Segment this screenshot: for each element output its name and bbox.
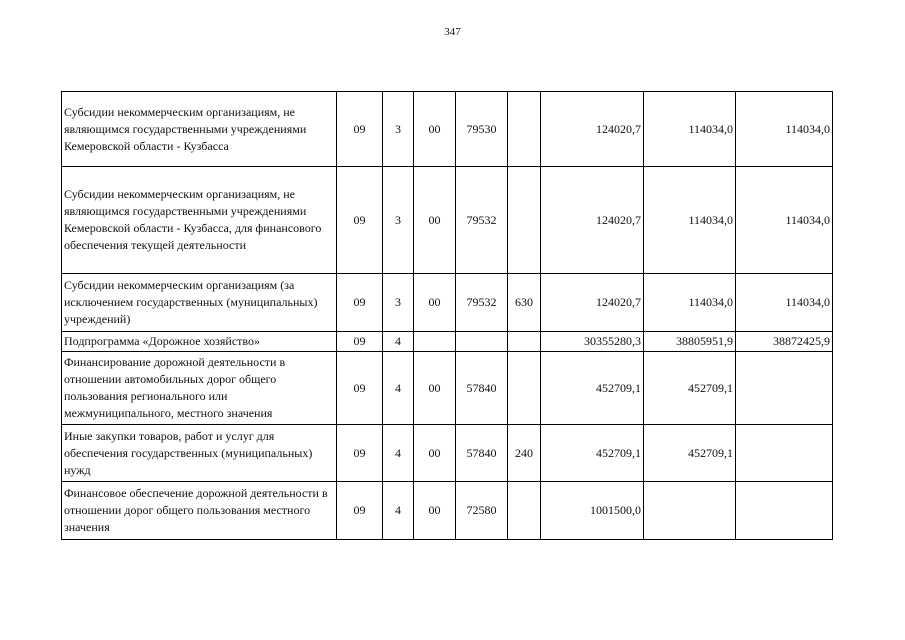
amount-year-3 (736, 425, 833, 482)
subprogram-code: 00 (414, 352, 456, 425)
direction-code: 72580 (456, 482, 508, 540)
direction-code: 57840 (456, 352, 508, 425)
amount-year-1: 124020,7 (541, 274, 644, 332)
expense-type-code: 630 (508, 274, 541, 332)
expense-type-code (508, 352, 541, 425)
section-code: 09 (337, 482, 383, 540)
amount-year-2: 452709,1 (644, 352, 736, 425)
table-row (62, 274, 833, 332)
expense-type-code (508, 92, 541, 167)
amount-year-3 (736, 352, 833, 425)
table-row (62, 482, 833, 540)
row-name: Иные закупки товаров, работ и услуг для обеспечения государственных (муниципальных) нужд (62, 425, 337, 482)
direction-code: 79532 (456, 167, 508, 274)
subprogram-code: 00 (414, 167, 456, 274)
subprogram-code: 00 (414, 92, 456, 167)
program-code: 3 (383, 92, 414, 167)
amount-year-3: 114034,0 (736, 274, 833, 332)
amount-year-2: 114034,0 (644, 92, 736, 167)
subprogram-code: 00 (414, 425, 456, 482)
amount-year-1: 1001500,0 (541, 482, 644, 540)
amount-year-3 (736, 482, 833, 540)
expense-type-code (508, 482, 541, 540)
direction-code: 79530 (456, 92, 508, 167)
table-row (62, 425, 833, 482)
amount-year-2 (644, 482, 736, 540)
direction-code: 79532 (456, 274, 508, 332)
amount-year-1: 124020,7 (541, 92, 644, 167)
expense-type-code (508, 167, 541, 274)
section-code: 09 (337, 425, 383, 482)
program-code: 4 (383, 482, 414, 540)
expense-type-code (508, 332, 541, 352)
table-row (62, 352, 833, 425)
subprogram-code: 00 (414, 482, 456, 540)
direction-code (456, 332, 508, 352)
amount-year-1: 30355280,3 (541, 332, 644, 352)
amount-year-3: 114034,0 (736, 92, 833, 167)
section-code: 09 (337, 92, 383, 167)
program-code: 4 (383, 425, 414, 482)
program-code: 4 (383, 332, 414, 352)
section-code: 09 (337, 167, 383, 274)
table-row (62, 332, 833, 352)
direction-code: 57840 (456, 425, 508, 482)
row-name: Субсидии некоммерческим организациям, не являющимся государственными учреждениями Кемеровской области - Кузбасса (62, 92, 337, 167)
subprogram-code (414, 332, 456, 352)
subprogram-code: 00 (414, 274, 456, 332)
section-code: 09 (337, 332, 383, 352)
section-code: 09 (337, 274, 383, 332)
amount-year-1: 124020,7 (541, 167, 644, 274)
table-row (62, 167, 833, 274)
program-code: 3 (383, 274, 414, 332)
amount-year-3: 114034,0 (736, 167, 833, 274)
amount-year-2: 452709,1 (644, 425, 736, 482)
amount-year-1: 452709,1 (541, 352, 644, 425)
row-name: Финансирование дорожной деятельности в отношении автомобильных дорог общего пользования регионального или межмуниципального, местного значения (62, 352, 337, 425)
row-name: Субсидии некоммерческим организациям, не являющимся государственными учреждениями Кемеровской области - Кузбасса, для финансового обеспечения текущей деятельности (62, 167, 337, 274)
program-code: 3 (383, 167, 414, 274)
row-name: Субсидии некоммерческим организациям (за исключением государственных (муниципальных) учреждений) (62, 274, 337, 332)
expense-type-code: 240 (508, 425, 541, 482)
row-name: Финансовое обеспечение дорожной деятельности в отношении дорог общего пользования местного значения (62, 482, 337, 540)
page-number: 347 (444, 26, 461, 38)
section-code: 09 (337, 352, 383, 425)
amount-year-2: 114034,0 (644, 274, 736, 332)
amount-year-3: 38872425,9 (736, 332, 833, 352)
budget-table (61, 91, 833, 540)
table-row (62, 92, 833, 167)
program-code: 4 (383, 352, 414, 425)
amount-year-2: 38805951,9 (644, 332, 736, 352)
row-name: Подпрограмма «Дорожное хозяйство» (62, 332, 337, 352)
amount-year-1: 452709,1 (541, 425, 644, 482)
amount-year-2: 114034,0 (644, 167, 736, 274)
